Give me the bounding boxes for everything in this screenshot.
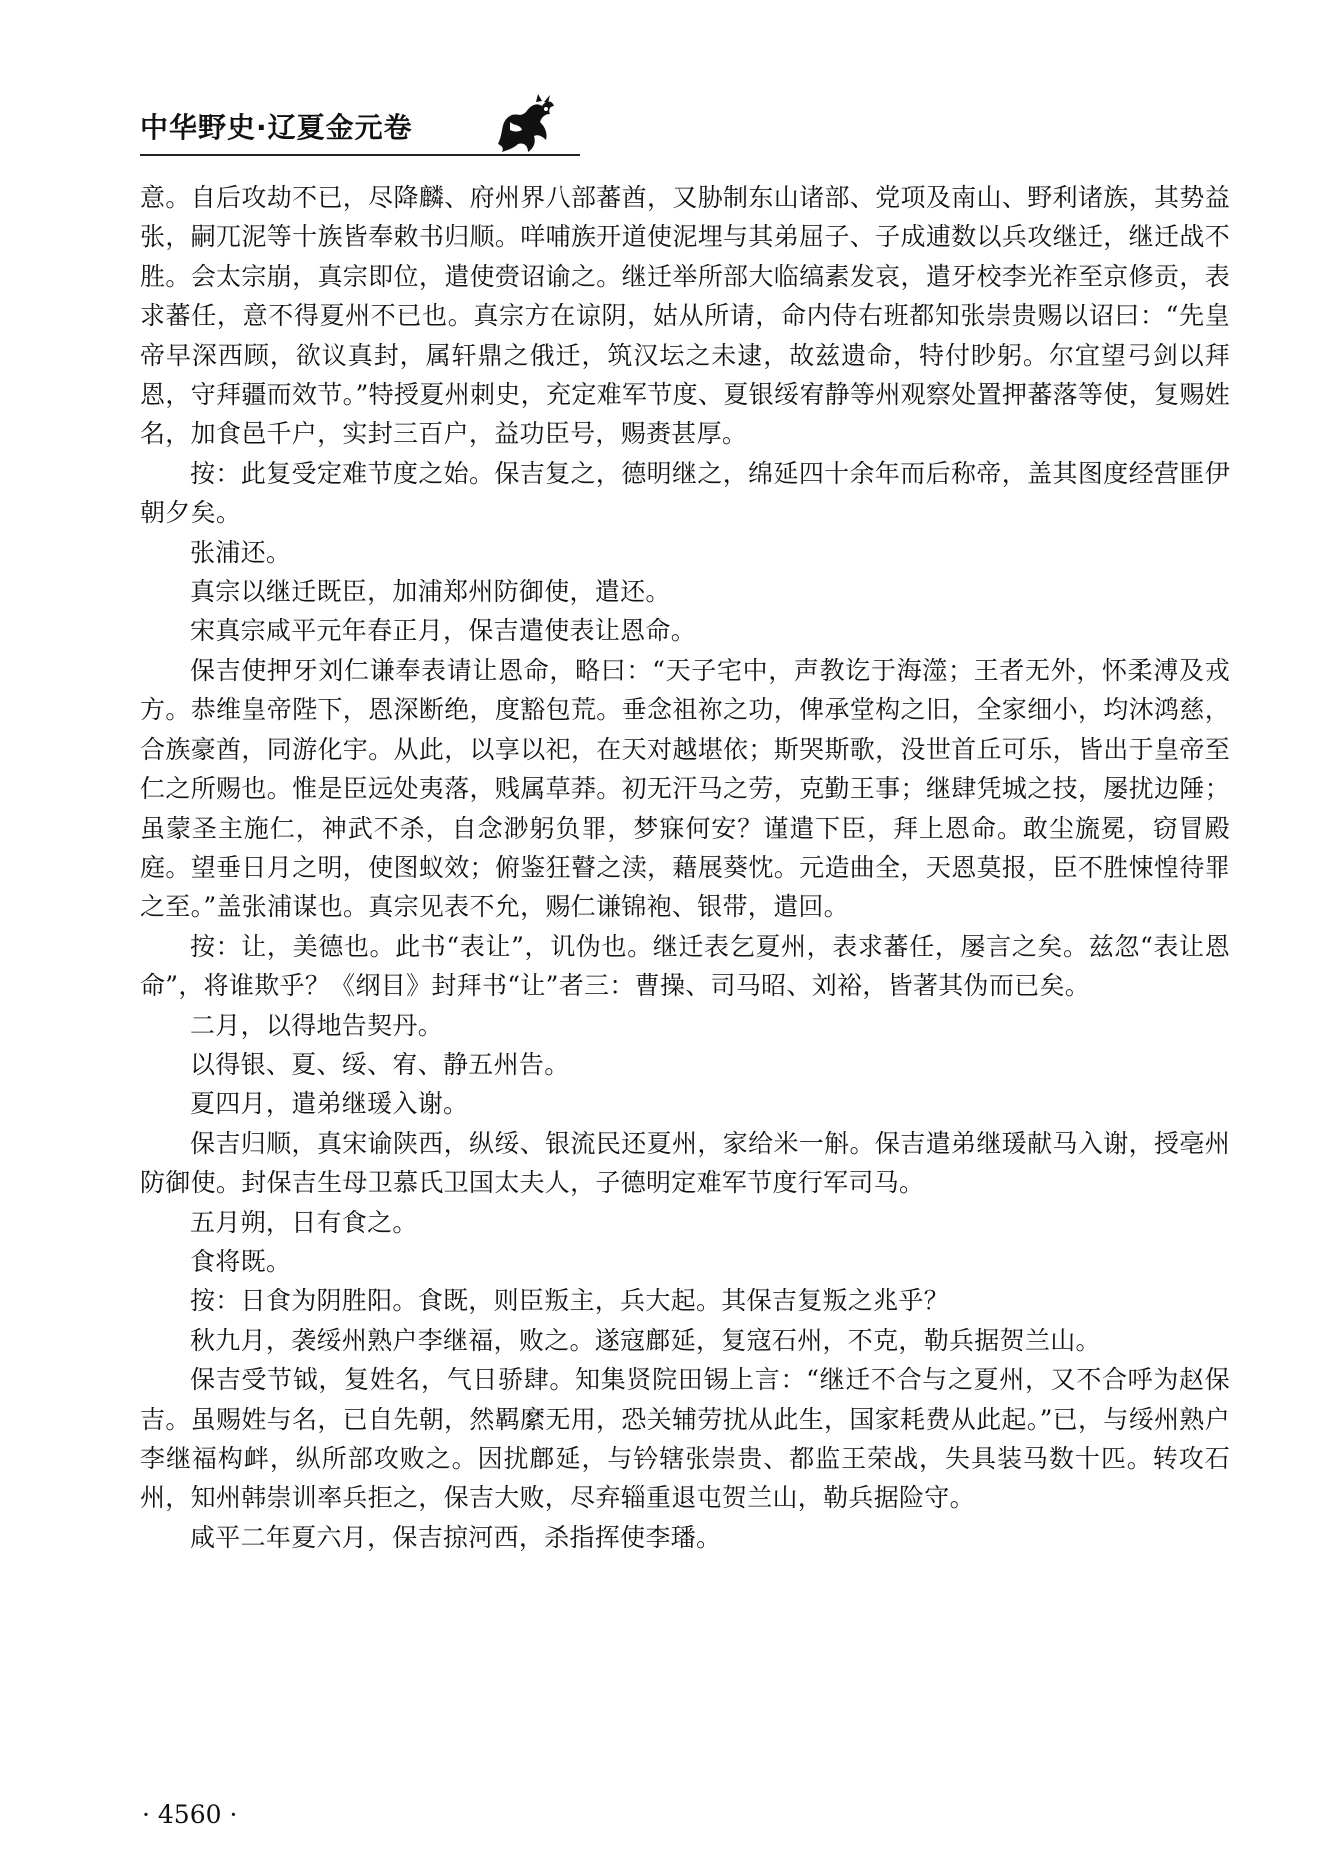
paragraph: 张浦还。	[190, 537, 292, 567]
paragraph: 保吉使押牙刘仁谦奉表请让恩命，略曰：“天子宅中，声教讫于海澨；王者无外，怀柔溥及戎方。恭维皇帝陛下，恩深断绝，度豁包荒。垂念祖祢之功，俾承堂构之旧，全家细小，均沐鸿慈，合族豪酋，同游化宇。从此，以享以祀，在天对越堪依；斯哭斯歌，没世首丘可乐，皆出于皇帝至仁之所赐也。惟是臣远处夷落，贱属草莽。初无汗马之劳，克勤王事；继肆凭城之技，屡扰边陲；虽蒙圣主施仁，神武不杀，自念渺躬负罪，梦寐何安？谨遣下臣，拜上恩命。敢尘旒冕，窃冒殿庭。望垂日月之明，使图蚁效；俯鉴狂瞽之渎，藉展葵忱。元造曲全，天恩莫报，臣不胜悚惶待罪之至。”盖张浦谋也。真宗见表不允，赐仁谦锦袍、银带，遣回。	[140, 655, 1230, 922]
paragraph: 秋九月，袭绥州熟户李继福，败之。遂寇鄜延，复寇石州，不克，勒兵据贺兰山。	[190, 1325, 1101, 1355]
header-rule	[140, 154, 580, 156]
page-header	[140, 92, 1240, 162]
paragraph: 宋真宗咸平元年春正月，保吉遣使表让恩命。	[190, 616, 697, 646]
paragraph: 五月朔，日有食之。	[190, 1207, 418, 1237]
paragraph: 咸平二年夏六月，保吉掠河西，杀指挥使李璠。	[190, 1522, 722, 1552]
paragraph: 夏四月，遣弟继瑗入谢。	[190, 1089, 469, 1119]
paragraph: 食将既。	[190, 1246, 292, 1276]
book-title: 中华野史·辽夏金元卷	[140, 111, 413, 144]
paragraph: 意。自后攻劫不已，尽降麟、府州界八部蕃酋，又胁制东山诸部、党项及南山、野利诸族，其势益张，嗣兀泥等十族皆奉敕书归顺。咩哺族开道使泥埋与其弟屈子、子成逋数以兵攻继迁，继迁战不胜。会太宗崩，真宗即位，遣使赍诏谕之。继迁举所部大临缟素发哀，遣牙校李光祚至京修贡，表求蕃任，意不得夏州不已也。真宗方在谅阴，姑从所请，命内侍右班都知张崇贵赐以诏曰：“先皇帝早深西顾，欲议真封，属轩鼎之俄迁，筑汉坛之未逮，故兹遗命，特付眇躬。尔宜望弓剑以拜恩，守拜疆而效节。”特授夏州刺史，充定难军节度、夏银绥宥静等州观察处置押蕃落等使，复赐姓名，加食邑千户，实封三百户，益功臣号，赐赉甚厚。	[140, 183, 1230, 449]
paragraph: 按：此复受定难节度之始。保吉复之，德明继之，绵延四十余年而后称帝，盖其图度经营匪伊朝夕矣。	[140, 458, 1230, 528]
paragraph: 按：让，美德也。此书“表让”，讥伪也。继迁表乞夏州，表求蕃任，屡言之矣。兹忽“表让恩命”，将谁欺乎？《纲目》封拜书“让”者三：曹操、司马昭、刘裕，皆著其伪而已矣。	[140, 931, 1230, 1001]
paragraph: 真宗以继迁既臣，加浦郑州防御使，遣还。	[190, 577, 671, 607]
paragraph: 保吉归顺，真宋谕陕西，纵绥、银流民还夏州，家给米一斛。保吉遣弟继瑗献马入谢，授亳州防御使。封保吉生母卫慕氏卫国太夫人，子德明定难军节度行军司马。	[140, 1128, 1230, 1198]
dragon-emblem-icon	[490, 92, 560, 158]
paragraph: 以得银、夏、绥、宥、静五州告。	[190, 1049, 570, 1079]
body-text	[140, 178, 1230, 1557]
paragraph: 保吉受节钺，复姓名，气日骄肆。知集贤院田锡上言：“继迁不合与之夏州，又不合呼为赵保吉。虽赐姓与名，已自先朝，然羁縻无用，恐关辅劳扰从此生，国家耗费从此起。”已，与绥州熟户李继福构衅，纵所部攻败之。因扰鄜延，与钤辖张崇贵、都监王荣战，失具装马数十匹。转攻石州，知州韩崇训率兵拒之，保吉大败，尽弃辎重退屯贺兰山，勒兵据险守。	[140, 1365, 1230, 1513]
page-number: · 4560 ·	[142, 1800, 238, 1829]
paragraph: 按：日食为阴胜阳。食既，则臣叛主，兵大起。其保吉复叛之兆乎？	[190, 1286, 950, 1316]
paragraph: 二月，以得地告契丹。	[190, 1010, 444, 1040]
